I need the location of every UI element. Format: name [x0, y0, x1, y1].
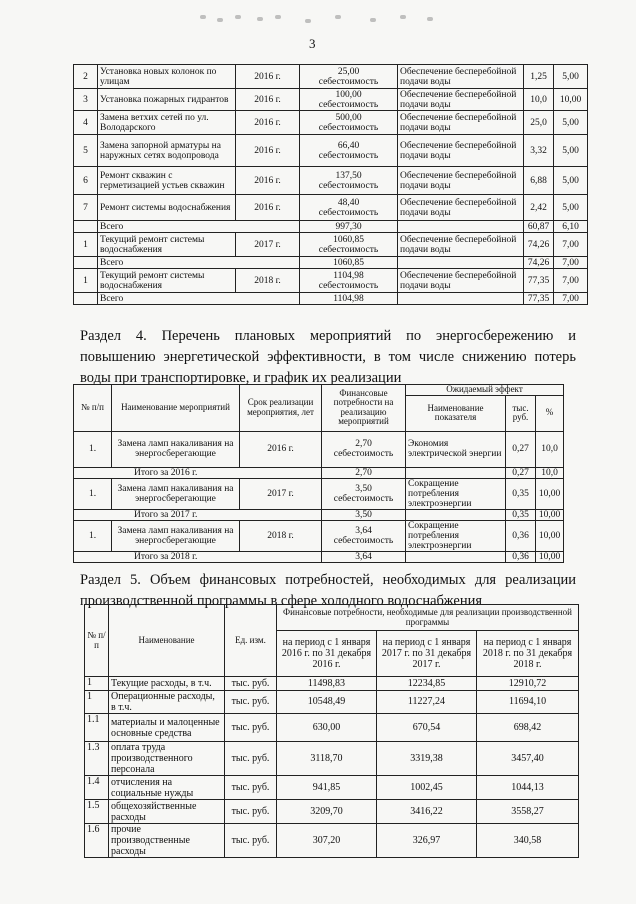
cost — [300, 195, 398, 221]
measure-name: Замена ламп накаливания на энергосберегающие — [112, 431, 240, 467]
blank-cell — [398, 257, 524, 269]
subtotal-label: Итого за 2016 г. — [74, 467, 322, 478]
unit: тыс. руб. — [225, 824, 277, 858]
total-cost: 1104,98 — [300, 293, 398, 305]
cost-note: себестоимость — [318, 244, 379, 255]
cost — [322, 431, 406, 467]
value-2018: 3457,40 — [477, 742, 579, 776]
unit: тыс. руб. — [225, 677, 277, 691]
blank-cell — [74, 221, 98, 233]
cost-note: себестоимость — [318, 76, 379, 87]
year: 2018 г. — [236, 269, 300, 293]
subtotal-rub: 0,36 — [506, 551, 536, 562]
col-fin: Финансовые потребности, необходимые для реализации производственной программы — [277, 605, 579, 631]
total-label: Всего — [98, 221, 300, 233]
table-row — [74, 467, 564, 478]
year: 2016 г. — [236, 135, 300, 167]
effect-pct: 10,00 — [536, 520, 564, 551]
table-row — [85, 714, 579, 742]
table-row — [85, 800, 579, 824]
value-1: 1,25 — [524, 65, 554, 89]
cost-value: 66,40 — [337, 140, 360, 151]
effect-rub: 0,36 — [506, 520, 536, 551]
financial-needs-table — [84, 604, 579, 858]
measure-name: Замена ламп накаливания на энергосберегающие — [112, 478, 240, 509]
table-row — [74, 509, 564, 520]
row-number: 1.1 — [85, 714, 109, 742]
indicator: Сокращение потребления электроэнергии — [406, 520, 506, 551]
table-row — [74, 65, 588, 89]
effect: Обеспечение бесперебойной подачи воды — [398, 167, 524, 195]
cost-note: себестоимость — [318, 180, 379, 191]
row-number: 3 — [74, 89, 98, 111]
value-2018: 1044,13 — [477, 776, 579, 800]
value-2017: 3319,38 — [377, 742, 477, 776]
indicator: Сокращение потребления электроэнергии — [406, 478, 506, 509]
col-rub: тыс. руб. — [506, 395, 536, 431]
row-number: 1 — [74, 269, 98, 293]
value-2: 5,00 — [554, 167, 588, 195]
cost-note: себестоимость — [318, 150, 379, 161]
expense-name: материалы и малоценные основные средства — [109, 714, 225, 742]
cost-note: себестоимость — [318, 99, 379, 110]
unit: тыс. руб. — [225, 742, 277, 776]
value-1: 10,0 — [524, 89, 554, 111]
cost — [300, 233, 398, 257]
table-row — [74, 89, 588, 111]
row-number: 1. — [74, 520, 112, 551]
cost — [300, 269, 398, 293]
row-number: 1. — [74, 431, 112, 467]
value-2: 5,00 — [554, 111, 588, 135]
total-value-1: 77,35 — [524, 293, 554, 305]
value-2017: 1002,45 — [377, 776, 477, 800]
measure-name: Замена ламп накаливания на энергосберегающие — [112, 520, 240, 551]
energy-saving-table — [73, 384, 564, 563]
value-2016: 3118,70 — [277, 742, 377, 776]
value-2018: 340,58 — [477, 824, 579, 858]
value-2: 5,00 — [554, 65, 588, 89]
activities-table — [73, 64, 588, 305]
blank-cell — [74, 257, 98, 269]
table-row — [74, 551, 564, 562]
activity-name: Установка новых колонок по улицам — [98, 65, 236, 89]
blank-cell — [74, 293, 98, 305]
value-2: 7,00 — [554, 269, 588, 293]
cost-value: 2,70 — [355, 439, 372, 449]
value-2018: 698,42 — [477, 714, 579, 742]
total-cost: 1060,85 — [300, 257, 398, 269]
cost-value: 500,00 — [335, 112, 362, 123]
table-row — [74, 478, 564, 509]
col-period-2018: на период с 1 января 2018 г. по 31 декабря 2018 г. — [477, 631, 579, 677]
cost — [322, 520, 406, 551]
value-1: 77,35 — [524, 269, 554, 293]
unit: тыс. руб. — [225, 800, 277, 824]
row-number: 4 — [74, 111, 98, 135]
table-row — [74, 167, 588, 195]
table-row — [74, 195, 588, 221]
table-row — [74, 221, 588, 233]
unit: тыс. руб. — [225, 714, 277, 742]
activity-name: Ремонт системы водоснабжения — [98, 195, 236, 221]
total-value-1: 60,87 — [524, 221, 554, 233]
table-row — [74, 293, 588, 305]
cost-value: 137,50 — [335, 170, 362, 181]
subtotal-label: Итого за 2017 г. — [74, 509, 322, 520]
effect: Обеспечение бесперебойной подачи воды — [398, 195, 524, 221]
row-number: 1.3 — [85, 742, 109, 776]
col-pct: % — [536, 395, 564, 431]
cost — [300, 135, 398, 167]
year: 2016 г. — [236, 65, 300, 89]
cost — [322, 478, 406, 509]
row-number: 1.4 — [85, 776, 109, 800]
value-2018: 3558,27 — [477, 800, 579, 824]
col-term: Срок реализации мероприятия, лет — [240, 385, 322, 432]
effect-pct: 10,0 — [536, 431, 564, 467]
cost-value: 1104,98 — [333, 270, 364, 281]
cost-note: себестоимость — [333, 493, 394, 504]
cost-value: 100,00 — [335, 89, 362, 100]
subtotal-cost: 3,64 — [322, 551, 406, 562]
value-1: 25,0 — [524, 111, 554, 135]
table-row — [74, 520, 564, 551]
value-2016: 307,20 — [277, 824, 377, 858]
blank-cell — [398, 221, 524, 233]
section-4-heading: Раздел 4. Перечень плановых мероприятий по энергосбережению и повышению энергетической эффективности, в том числе снижению потерь воды при транспортировке, и график их реализации — [80, 328, 576, 386]
cost — [300, 89, 398, 111]
cost-note: себестоимость — [318, 207, 379, 218]
col-name: Наименование — [109, 605, 225, 677]
table-row — [74, 233, 588, 257]
total-value-2: 6,10 — [554, 221, 588, 233]
total-label: Всего — [98, 293, 300, 305]
value-2017: 12234,85 — [377, 677, 477, 691]
effect-pct: 10,00 — [536, 478, 564, 509]
expense-name: оплата труда производственного персонала — [109, 742, 225, 776]
subtotal-pct: 10,00 — [536, 509, 564, 520]
value-2016: 630,00 — [277, 714, 377, 742]
effect: Обеспечение бесперебойной подачи воды — [398, 233, 524, 257]
effect: Обеспечение бесперебойной подачи воды — [398, 111, 524, 135]
table-row — [85, 691, 579, 714]
value-2016: 11498,83 — [277, 677, 377, 691]
value-2017: 3416,22 — [377, 800, 477, 824]
total-value-1: 74,26 — [524, 257, 554, 269]
table-row — [74, 431, 564, 467]
subtotal-pct: 10,00 — [536, 551, 564, 562]
table-row — [85, 677, 579, 691]
effect: Обеспечение бесперебойной подачи воды — [398, 89, 524, 111]
row-number: 1 — [85, 691, 109, 714]
col-n: № п/п — [74, 385, 112, 432]
cost-note: себестоимость — [333, 449, 394, 459]
value-2016: 10548,49 — [277, 691, 377, 714]
col-n: № п/п — [85, 605, 109, 677]
subtotal-rub: 0,35 — [506, 509, 536, 520]
value-2017: 11227,24 — [377, 691, 477, 714]
col-unit: Ед. изм. — [225, 605, 277, 677]
row-number: 7 — [74, 195, 98, 221]
year: 2017 г. — [236, 233, 300, 257]
row-number: 1 — [85, 677, 109, 691]
blank-cell — [406, 551, 506, 562]
blank-cell — [406, 509, 506, 520]
year: 2016 г. — [236, 167, 300, 195]
value-1: 74,26 — [524, 233, 554, 257]
effect-rub: 0,27 — [506, 431, 536, 467]
total-label: Всего — [98, 257, 300, 269]
effect-rub: 0,35 — [506, 478, 536, 509]
activity-name: Текущий ремонт системы водоснабжения — [98, 269, 236, 293]
col-effect: Ожидаемый эффект — [406, 385, 564, 396]
cost-value: 25,00 — [337, 66, 360, 77]
year: 2017 г. — [240, 478, 322, 509]
subtotal-pct: 10,0 — [536, 467, 564, 478]
value-2016: 3209,70 — [277, 800, 377, 824]
activity-name: Текущий ремонт системы водоснабжения — [98, 233, 236, 257]
indicator: Экономия электрической энергии — [406, 431, 506, 467]
section-5-heading: Раздел 5. Объем финансовых потребностей, необходимых для реализации производственной программы в сфере холодного водоснабжения — [80, 572, 576, 609]
activity-name: Замена ветхих сетей по ул. Володарского — [98, 111, 236, 135]
col-period-2017: на период с 1 января 2017 г. по 31 декабря 2017 г. — [377, 631, 477, 677]
cost-value: 3,50 — [355, 483, 372, 494]
value-2018: 12910,72 — [477, 677, 579, 691]
total-value-2: 7,00 — [554, 293, 588, 305]
value-2017: 670,54 — [377, 714, 477, 742]
row-number: 6 — [74, 167, 98, 195]
effect: Обеспечение бесперебойной подачи воды — [398, 65, 524, 89]
table-row — [74, 269, 588, 293]
table-row — [85, 776, 579, 800]
col-fin: Финансовые потребности на реализацию мероприятий — [322, 385, 406, 432]
subtotal-rub: 0,27 — [506, 467, 536, 478]
total-cost: 997,30 — [300, 221, 398, 233]
row-number: 5 — [74, 135, 98, 167]
value-1: 3,32 — [524, 135, 554, 167]
expense-name: общехозяйственные расходы — [109, 800, 225, 824]
year: 2016 г. — [236, 195, 300, 221]
top-scribble-marks — [195, 15, 445, 25]
value-2: 5,00 — [554, 135, 588, 167]
col-indicator: Наименование показателя — [406, 395, 506, 431]
cost-note: себестоимость — [333, 535, 394, 546]
cost-note: себестоимость — [318, 122, 379, 133]
unit: тыс. руб. — [225, 776, 277, 800]
value-2018: 11694,10 — [477, 691, 579, 714]
year: 2018 г. — [240, 520, 322, 551]
effect: Обеспечение бесперебойной подачи воды — [398, 269, 524, 293]
blank-cell — [398, 293, 524, 305]
cost — [300, 65, 398, 89]
cost-value: 1060,85 — [333, 234, 364, 245]
table-row — [74, 111, 588, 135]
col-period-2016: на период с 1 января 2016 г. по 31 декабря 2016 г. — [277, 631, 377, 677]
value-2: 10,00 — [554, 89, 588, 111]
year: 2016 г. — [236, 111, 300, 135]
activity-name: Установка пожарных гидрантов — [98, 89, 236, 111]
row-number: 1.6 — [85, 824, 109, 858]
activity-name: Замена запорной арматуры на наружных сетях водопровода — [98, 135, 236, 167]
col-name: Наименование мероприятий — [112, 385, 240, 432]
expense-name: Операционные расходы, в т.ч. — [109, 691, 225, 714]
table-row — [85, 824, 579, 858]
table-row — [85, 742, 579, 776]
subtotal-label: Итого за 2018 г. — [74, 551, 322, 562]
total-value-2: 7,00 — [554, 257, 588, 269]
blank-cell — [406, 467, 506, 478]
value-2: 5,00 — [554, 195, 588, 221]
subtotal-cost: 2,70 — [322, 467, 406, 478]
effect: Обеспечение бесперебойной подачи воды — [398, 135, 524, 167]
value-2016: 941,85 — [277, 776, 377, 800]
table-row — [74, 257, 588, 269]
page-number: 3 — [309, 36, 316, 51]
year: 2016 г. — [240, 431, 322, 467]
value-2: 7,00 — [554, 233, 588, 257]
table-row — [74, 135, 588, 167]
value-1: 6,88 — [524, 167, 554, 195]
expense-name: Текущие расходы, в т.ч. — [109, 677, 225, 691]
cost-note: себестоимость — [318, 280, 379, 291]
expense-name: прочие производственные расходы — [109, 824, 225, 858]
subtotal-cost: 3,50 — [322, 509, 406, 520]
expense-name: отчисления на социальные нужды — [109, 776, 225, 800]
unit: тыс. руб. — [225, 691, 277, 714]
year: 2016 г. — [236, 89, 300, 111]
row-number: 1 — [74, 233, 98, 257]
cost-value: 3,64 — [355, 525, 372, 536]
value-1: 2,42 — [524, 195, 554, 221]
cost — [300, 111, 398, 135]
cost — [300, 167, 398, 195]
activity-name: Ремонт скважин с герметизацией устьев скважин — [98, 167, 236, 195]
cost-value: 48,40 — [337, 197, 360, 208]
row-number: 1.5 — [85, 800, 109, 824]
row-number: 2 — [74, 65, 98, 89]
row-number: 1. — [74, 478, 112, 509]
value-2017: 326,97 — [377, 824, 477, 858]
